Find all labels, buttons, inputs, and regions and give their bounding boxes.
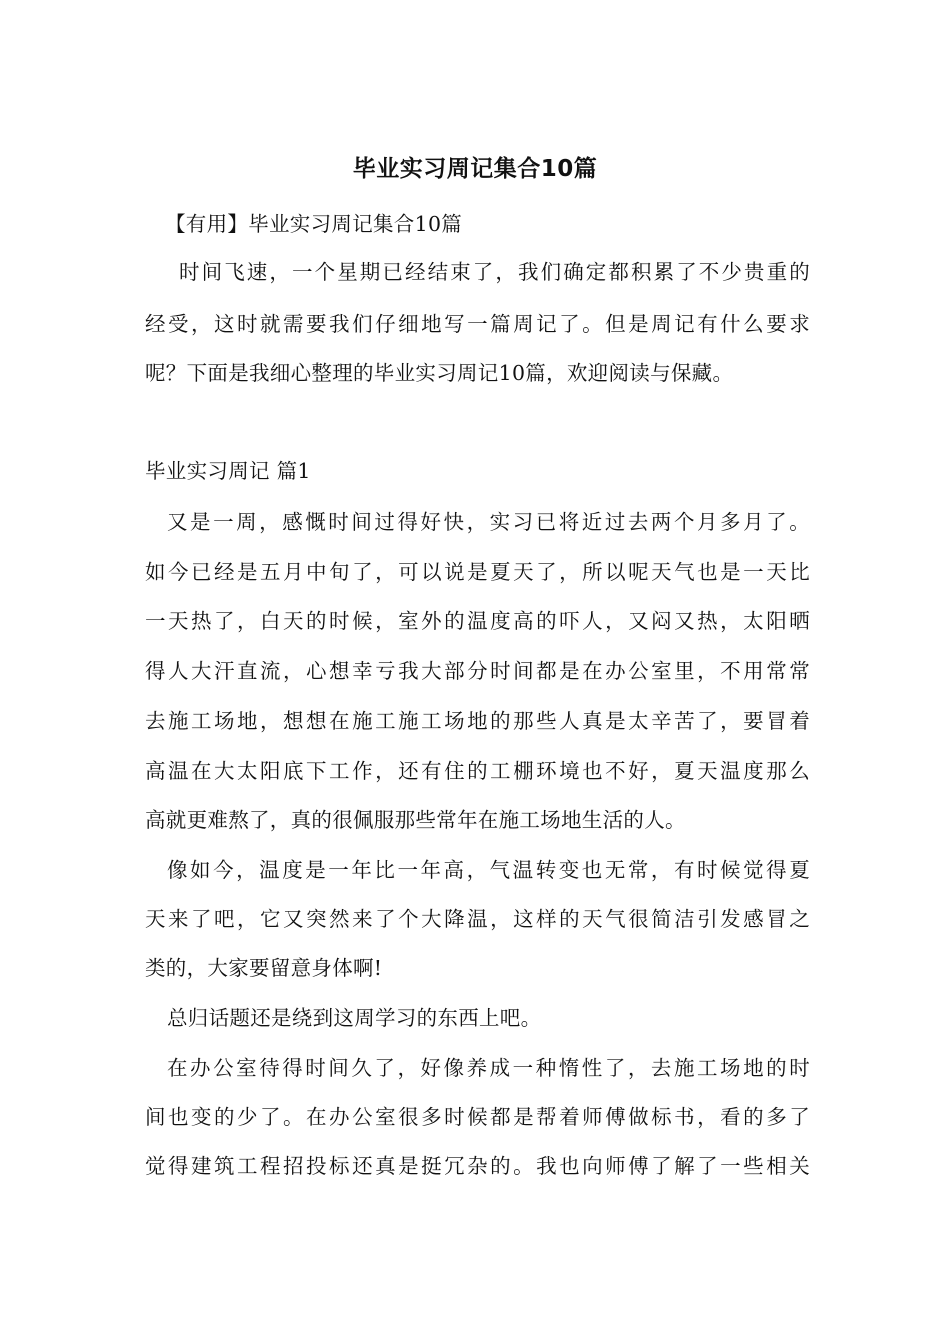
intro-line: 时间飞速，一个星期已经结束了，我们确定都积累了不少贵重的 xyxy=(179,260,810,284)
intro-line: 经受，这时就需要我们仔细地写一篇周记了。但是周记有什么要求 xyxy=(145,312,810,336)
body-line: 得人大汗直流，心想幸亏我大部分时间都是在办公室里，不用常常 xyxy=(145,659,810,683)
intro-line: 呢？下面是我细心整理的毕业实习周记10篇，欢迎阅读与保藏。 xyxy=(145,361,734,385)
document-title: 毕业实习周记集合10篇 xyxy=(352,156,598,182)
subtitle-line: 【有用】毕业实习周记集合10篇 xyxy=(165,212,463,236)
body-line: 类的，大家要留意身体啊! xyxy=(145,956,383,980)
body-line: 高就更难熬了，真的很佩服那些常年在施工场地生活的人。 xyxy=(145,808,686,832)
body-line: 去施工场地，想想在施工施工场地的那些人真是太辛苦了，要冒着 xyxy=(145,709,810,733)
body-line: 高温在大太阳底下工作，还有住的工棚环境也不好，夏天温度那么 xyxy=(145,759,810,783)
body-line: 在办公室待得时间久了，好像养成一种惰性了，去施工场地的时 xyxy=(167,1056,810,1080)
body-line: 一天热了，白天的时候，室外的温度高的吓人，又闷又热，太阳晒 xyxy=(145,609,810,633)
body-line: 如今已经是五月中旬了，可以说是夏天了，所以呢天气也是一天比 xyxy=(145,560,810,584)
body-line: 觉得建筑工程招投标还真是挺冗杂的。我也向师傅了解了一些相关 xyxy=(145,1154,810,1178)
body-line: 总归话题还是绕到这周学习的东西上吧。 xyxy=(167,1006,542,1030)
body-line: 间也变的少了。在办公室很多时候都是帮着师傅做标书，看的多了 xyxy=(145,1105,810,1129)
body-line: 又是一周，感慨时间过得好快，实习已将近过去两个月多月了。 xyxy=(167,510,810,534)
body-line: 天来了吧，它又突然来了个大降温，这样的天气很简洁引发感冒之 xyxy=(145,907,810,931)
section-heading: 毕业实习周记 篇1 xyxy=(145,459,311,483)
body-line: 像如今，温度是一年比一年高，气温转变也无常，有时候觉得夏 xyxy=(167,858,810,882)
